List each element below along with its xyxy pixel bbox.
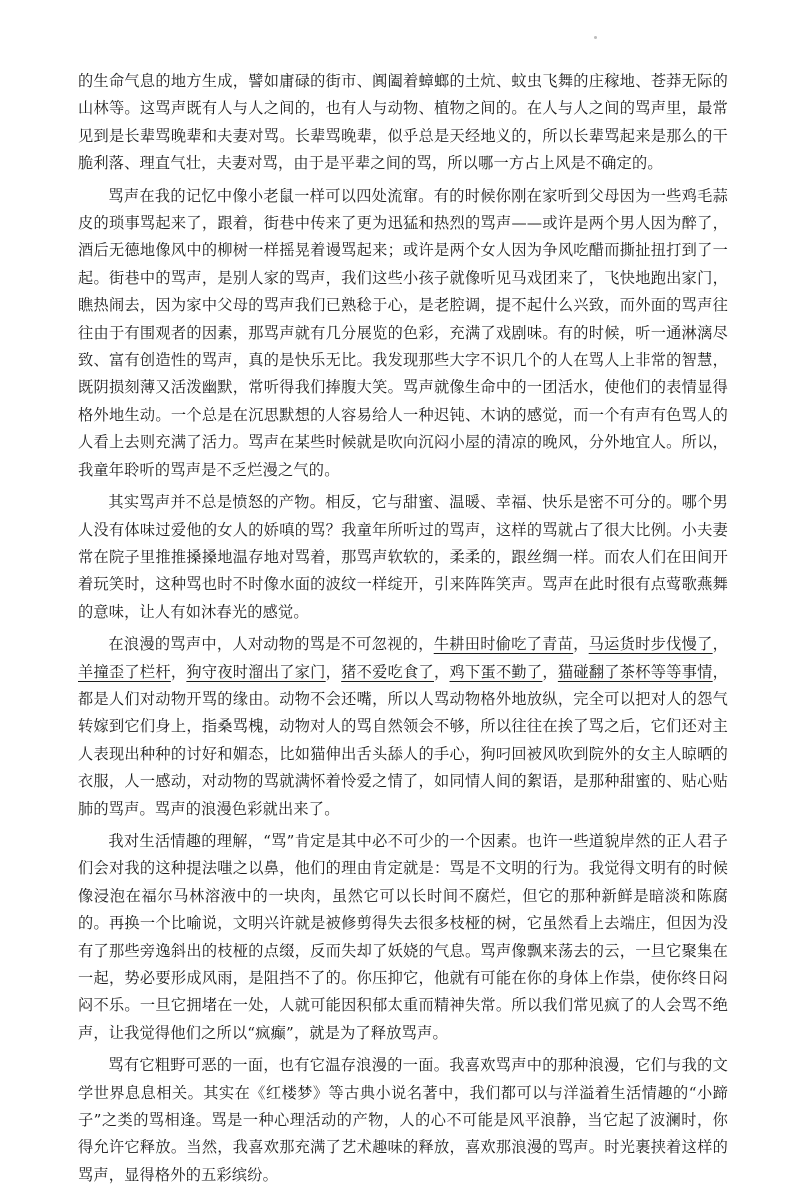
document-body [78, 68, 728, 1194]
paragraph-1: 的生命气息的地方生成，譬如庸碌的街市、阗阖着蟑螂的土炕、蚊虫飞舞的庄稼地、苍莽无际的山林等。这骂声既有人与人之间的，也有人与动物、植物之间的。在人与人之间的骂声里，最常见到是长辈骂晚辈和夫妻对骂。长辈骂晚辈，似乎总是天经地义的，所以长辈骂起来是那么的干脆利落、理直气壮，夫妻对骂，由于是平辈之间的骂，所以哪一方占上风是不确定的。 [78, 72, 728, 173]
comma: ， [170, 662, 187, 681]
comma: ， [434, 662, 450, 681]
paragraph-4-tail: ，都是人们对动物开骂的缘由。动物不会还嘴，所以人骂动物格外地放纵，完全可以把对人的怨气转嫁到它们身上，指桑骂槐，动物对人的骂自然领会不够，所以往往在挨了骂之后，它们还对主人表现出种种的讨好和媚态，比如猫伸出舌头舔人的手心，狗叼回被风吹到院外的女主人晾晒的衣服，人一感动，对动物的骂就满怀着怜爱之情了，如同情人间的絮语，是那种甜蜜的、贴心贴肺的骂声。骂声的浪漫色彩就出来了。 [78, 662, 729, 818]
paragraph-3: 其实骂声并不总是愤怒的产物。相反，它与甜蜜、温暖、幸福、快乐是密不可分的。哪个男人没有体味过爱他的女人的娇嗔的骂？我童年所听过的骂声，这样的骂就占了很大比例。小夫妻常在院子里推推搡搡地温存地对骂着，那骂声软软的，柔柔的，跟丝绸一样。而农人们在田间开着玩笑时，这种骂也时不时像水面的波纹一样绽开，引来阵阵笑声。骂声在此时很有点莺歌燕舞的意味，让人有如沐春光的感觉。 [78, 493, 728, 621]
underlined-phrase: 猫碰翻了茶杯等等事情 [557, 662, 713, 681]
underlined-phrase: 鸡下蛋不勤了 [449, 662, 543, 681]
paragraph-6: 骂有它粗野可恶的一面，也有它温存浪漫的一面。我喜欢骂声中的那种浪漫，它们与我的文学世界息息相关。其实在《红楼梦》等古典小说名著中，我们都可以与洋溢着生活情趣的“小蹄子”之类的骂相逢。骂是一种心理活动的产物，人的心不可能是风平浪静，当它起了波澜时，你得允许它释放。当然，我喜欢那充满了艺术趣味的释放，喜欢那浪漫的骂声。时光裹挟着这样的骂声，显得格外的五彩缤纷。 [78, 1056, 728, 1184]
paragraph-4-lead: 在浪漫的骂声中，人对动物的骂是不可忽视的， [108, 635, 434, 654]
comma: ， [542, 662, 558, 681]
comma: ， [325, 662, 342, 681]
underlined-phrase: 羊撞歪了栏杆 [78, 662, 171, 681]
paragraph-5: 我对生活情趣的理解，“骂”肯定是其中必不可少的一个因素。也许一些道貌岸然的正人君子们会对我的这种提法嗤之以鼻，他们的理由肯定就是：骂是不文明的行为。我觉得文明有的时候像浸泡在福尔马林溶液中的一块肉，虽然它可以长时间不腐烂，但它的那种新鲜是暗淡和陈腐的。再换一个比喻说，文明兴许就是被修剪得失去很多枝桠的树，它虽然看上去端庄，但因为没有了那些旁逸斜出的枝桠的点缀，反而失却了妖娆的气息。骂声像飘来荡去的云，一旦它聚集在一起，势必要形成风雨，是阻挡不了的。你压抑它，他就有可能在你的身体上作祟，使你终日闷闷不乐。一旦它拥堵在一处，人就可能因积郁太重而精神失常。所以我们常见疯了的人会骂不绝声，让我觉得他们之所以“疯癫”，就是为了释放骂声。 [78, 831, 728, 1042]
underlined-phrase: 马运货时步伐慢了 [588, 635, 713, 654]
comma: ， [573, 635, 589, 654]
underlined-phrase: 牛耕田时偷吃了青苗 [433, 635, 574, 654]
comma: ， [712, 635, 728, 654]
paragraph-4 [78, 631, 728, 823]
underlined-phrase: 狗守夜时溜出了家门 [186, 662, 326, 681]
paragraph-2: 骂声在我的记忆中像小老鼠一样可以四处流窜。有的时候你刚在家听到父母因为一些鸡毛蒜皮的琐事骂起来了，跟着，街巷中传来了更为迅猛和热烈的骂声——或许是两个男人因为醉了，酒后无德地像风中的柳树一样摇晃着谩骂起来；或许是两个女人因为争风吃醋而撕扯扭打到了一起。街巷中的骂声，是别人家的骂声，我们这些小孩子就像听见马戏团来了，飞快地跑出家门，瞧热闹去，因为家中父母的骂声我们已熟稔于心，是老腔调，提不起什么兴致，而外面的骂声往往由于有围观者的因素，那骂声就有几分展览的色彩，充满了戏剧味。有的时候，听一通淋漓尽致、富有创造性的骂声，真的是快乐无比。我发现那些大字不识几个的人在骂人上非常的智慧，既阴损刻薄又活泼幽默，常听得我们捧腹大笑。骂声就像生命中的一团活水，使他们的表情显得格外地生动。一个总是在沉思默想的人容易给人一种迟钝、木讷的感觉，而一个有声有色骂人的人看上去则充满了活力。骂声在某些时候就是吹向沉闷小屋的清凉的晚风，分外地宜人。所以，我童年聆听的骂声是不乏烂漫之气的。 [78, 186, 728, 479]
scan-dot [594, 36, 597, 39]
underlined-phrase: 猪不爱吃食了 [341, 662, 435, 681]
